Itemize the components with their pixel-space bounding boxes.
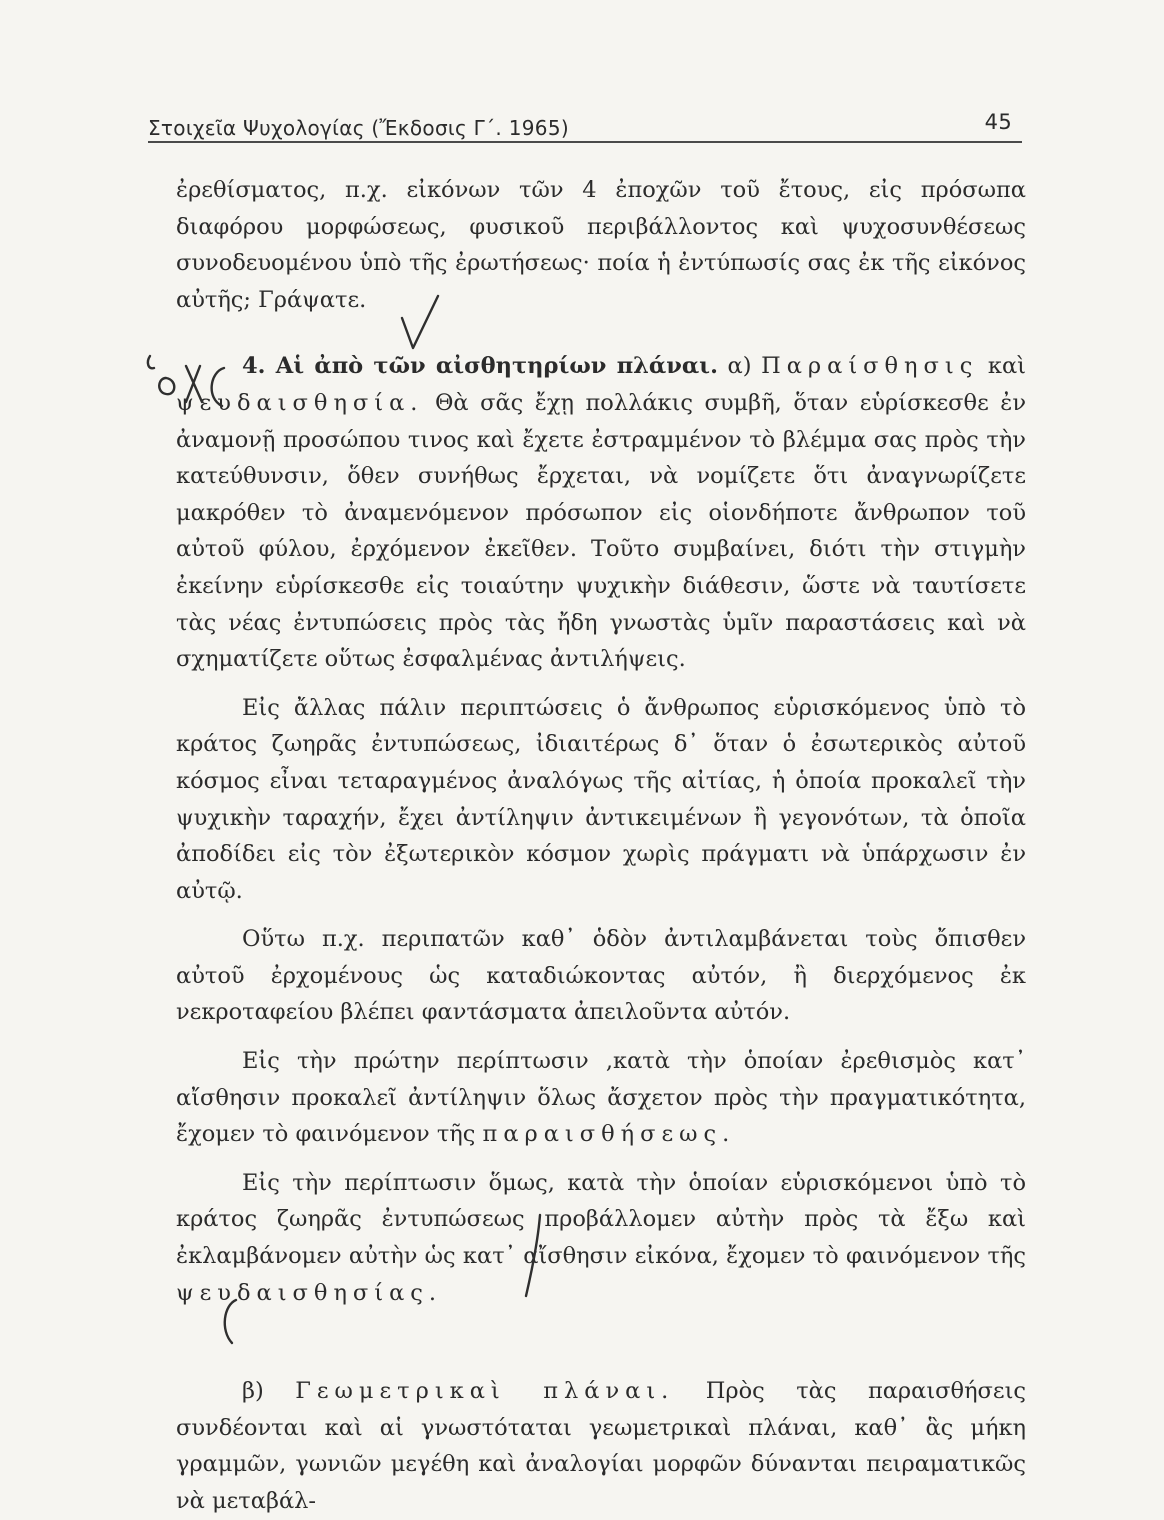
term-pseudaisthisia: ψευδαισθησία. — [176, 389, 424, 416]
term-paraisthisis: Παραίσθησις — [761, 353, 979, 380]
header-rule — [148, 141, 1022, 143]
running-header — [148, 110, 1020, 144]
term-paraisthiseos: παραισθήσεως. — [482, 1121, 736, 1148]
margin-circle-annotation — [159, 378, 174, 394]
body-text — [176, 172, 1026, 1520]
section-4-text: Θὰ σᾶς ἔχῃ πολλάκις συμβῆ, ὅταν εὑρίσκεσθε ἐν ἀναμονῇ προσώπου τινος καὶ ἔχετε ἐστραμμένον τὸ βλέμμα σας πρὸς τὴν κατεύθυνσιν, ὅθεν συνήθως ἔρχεται, νὰ νομίζετε ὅτι ἀναγνωρίζετε μακρόθεν τὸ ἀναμενόμενον πρόσωπον εἰς οἱονδήποτε ἄνθρωπον τοῦ αὐτοῦ φύλου, ἐρχόμενον ἐκεῖθεν. Τοῦτο συμβαίνει, διότι τὴν στιγμὴν ἐκείνην εὑρίσκεσθε εἰς τοιαύτην ψυχικὴν διάθεσιν, ὥστε νὰ ταυτίσετε τὰς νέας ἐντυπώσεις πρὸς τὰς ἤδη γνωστὰς ὑμῖν παραστάσεις καὶ νὰ σχηματίζετε οὕτως ἐσφαλμένας ἀντιλήψεις. — [176, 389, 1026, 673]
conjunction: καὶ — [987, 353, 1026, 380]
second-case-text: Εἰς τὴν περίπτωσιν ὅμως, κατὰ τὴν ὁποίαν εὑρισκόμενοι ὑπὸ τὸ κράτος ζωηρᾶς ἐντυπώσεως προβάλλομεν αὐτὴν πρὸς τὰ ἔξω καὶ ἐκλαμβάνομεν αὐτὴν ὡς κατ᾿ αἴσθησιν εἰκόνα, ἔχομεν τὸ φαινόμενον τῆς — [176, 1169, 1026, 1270]
paragraph-other-cases: Εἰς ἄλλας πάλιν περιπτώσεις ὁ ἄνθρωπος εὑρισκόμενος ὑπὸ τὸ κράτος ζωηρᾶς ἐντυπώσεως, ἰδιαιτέρως δ᾿ ὅταν ὁ ἐσωτερικὸς αὐτοῦ κόσμος εἶναι τεταραγμένος ἀναλόγως τῆς αἰτίας, ἡ ὁποία προκαλεῖ τὴν ψυχικὴν ταραχήν, ἔχει ἀντίληψιν ἀντικειμένων ἢ γεγονότων, τὰ ὁποῖα ἀποδίδει εἰς τὸν ἐξωτερικὸν κόσμον χωρὶς πράγματι νὰ ὑπάρχωσιν ἐν αὐτῷ. — [176, 694, 1026, 904]
subsection-b-paragraph — [176, 1373, 1026, 1519]
paragraph-continuation: ἐρεθίσματος, π.χ. εἰκόνων τῶν 4 ἐποχῶν τοῦ ἔτους, εἰς πρόσωπα διαφόρου μορφώσεως, φυσικοῦ περιβάλλοντος καὶ ψυχοσυνθέσεως συνοδευομένου ὑπὸ τῆς ἐρωτήσεως· ποία ἡ ἐντύπωσίς σας ἐκ τῆς εἰκόνος αὐτῆς; Γράψατε. — [176, 177, 1026, 313]
section-4-paragraph — [176, 348, 1026, 677]
subsection-a-label: α) — [727, 353, 752, 380]
book-title: Στοιχεῖα Ψυχολογίας (Ἔκδοσις Γ΄. 1965) — [148, 116, 569, 140]
first-case-text: Εἰς τὴν πρώτην περίπτωσιν ,κατὰ τὴν ὁποίαν ἐρεθισμὸς κατ᾿ αἴσθησιν προκαλεῖ ἀντίληψιν ὅλως ἄσχετον πρὸς τὴν πραγματικότητα, ἔχομεν τὸ φαινόμενον τῆς — [176, 1048, 1026, 1148]
term-geometrical-illusions: Γεωμετρικαὶ πλάναι. — [295, 1378, 675, 1405]
margin-loop-annotation — [148, 356, 154, 368]
subsection-b-text: Πρὸς τὰς παραισθήσεις συνδέονται καὶ αἱ γνωστόταται γεωμετρικαὶ πλάναι, καθ᾿ ἃς μήκη γραμμῶν, γωνιῶν μεγέθη καὶ ἀναλογίαι μορφῶν δύνανται πειραματικῶς νὰ μεταβάλ- — [176, 1378, 1026, 1514]
term-pseudaisthisias: ψευδαισθησίας. — [176, 1279, 443, 1306]
paragraph-first-case — [176, 1043, 1026, 1153]
page-number: 45 — [984, 110, 1012, 134]
paragraph-second-case — [176, 1165, 1026, 1311]
paragraph-example: Οὕτω π.χ. περιπατῶν καθ᾿ ὁδὸν ἀντιλαμβάνεται τοὺς ὄπισθεν αὐτοῦ ἐρχομένους ὡς καταδιώκοντας αὐτόν, ἢ διερχόμενος ἐκ νεκροταφείου βλέπει φαντάσματα ἀπειλοῦντα αὐτόν. — [176, 926, 1026, 1026]
subsection-b-label: β) — [242, 1378, 264, 1405]
section-4-heading: 4. Αἱ ἀπὸ τῶν αἰσθητηρίων πλάναι. — [242, 353, 718, 380]
